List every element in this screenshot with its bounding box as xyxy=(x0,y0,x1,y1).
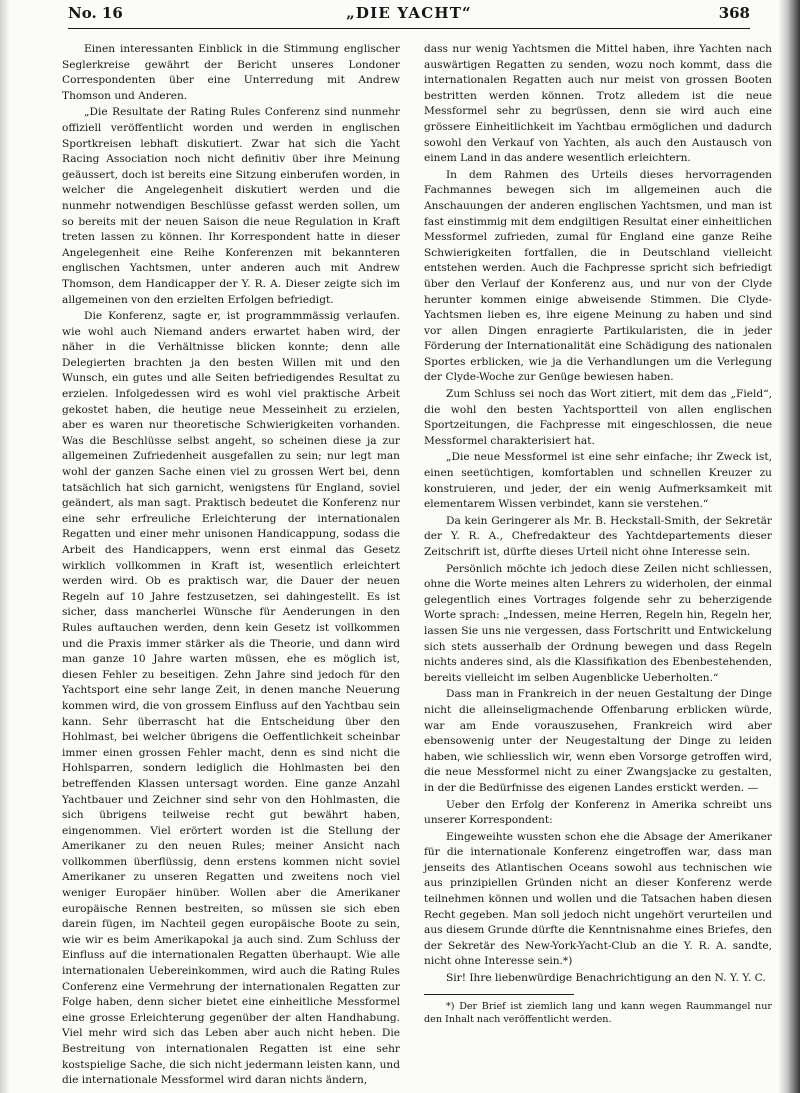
paragraph: In dem Rahmen des Urteils dieses hervorragenden Fachmannes bewegen sich im allgemeinen auch die Anschauungen der anderen englischen Yachtsmen, und man ist fast einstimmig mit dem endgiltigen Resultat einer einheitlichen Messformel zufrieden, zumal für England eine ganze Reihe Schwierigkeiten fortfallen, die in Deutschland vielleicht entstehen werden. Auch die Fachpresse spricht sich befriedigt über den Verlauf der Konferenz aus, und nur von der Clyde herunter kommen einige abweisende Stimmen. Die Clyde-Yachtsmen lieben es, ihre eigene Meinung zu haben und sind vor allen Dingen enragierte Partikularisten, die in jeder Förderung der Internationalität eine Schädigung des nationalen Sportes erblicken, wie ja die Verhandlungen um die Verlegung der Clyde-Woche zur Genüge bewiesen haben. xyxy=(424,168,772,384)
paragraph: Da kein Geringerer als Mr. B. Heckstall-Smith, der Sekretär der Y. R. A., Chefredakteur des Yachtdepartements dieser Zeitschrift ist, dürfte dieses Urteil nicht ohne Interesse sein. xyxy=(424,514,772,558)
paragraph: Zum Schluss sei noch das Wort zitiert, mit dem das „Field“, die wohl den besten Yachtsportteil von allen englischen Sportzeitungen, die Fachpresse mit eingeschlossen, die neue Messformel charakterisiert hat. xyxy=(424,388,772,447)
paragraph: dass nur wenig Yachtsmen die Mittel haben, ihre Yachten nach auswärtigen Regatten zu senden, wozu noch kommt, dass die internationalen Regatten auch nur meist von grossen Booten bestritten werden können. Trotz alledem ist die neue Messformel sehr zu begrüssen, denn sie wird auch eine grössere Einheitlichkeit im Yachtbau ermöglichen und dadurch sowohl den Verkauf von Yachten, als auch den Austausch von einem Land in das andere wesentlich erleichtern. xyxy=(424,43,772,165)
paragraph: Ueber den Erfolg der Konferenz in Amerika schreibt uns unserer Korrespondent: xyxy=(424,798,772,827)
scan-edge-shadow-left xyxy=(0,0,10,1093)
paragraph: Einen interessanten Einblick in die Stimmung englischer Seglerkreise gewährt der Bericht unseres Londoner Correspondenten über eine Unterredung mit Andrew Thomson und Anderen. xyxy=(62,43,400,102)
footnote-divider xyxy=(424,994,574,995)
journal-title: „DIE YACHT“ xyxy=(346,4,472,22)
quote-paragraph: „Die neue Messformel ist eine sehr einfache; ihr Zweck ist, einen seetüchtigen, komfortablen und schnellen Kreuzer zu konstruieren, und jeder, der ein wenig Aufmerksamkeit mit elementarem Wissen verbindet, kann sie verstehen.“ xyxy=(424,451,772,511)
page-number: 368 xyxy=(718,4,750,22)
left-column xyxy=(62,42,400,1089)
paragraph: Die Konferenz, sagte er, ist programmmässig verlaufen. wie wohl auch Niemand anders erwartet haben wird, der näher in die Verhältnisse blicken konnte; denn alle Delegierten brachten ja den besten Willen mit und den Wunsch, ein gutes und alle Seiten befriedigendes Resultat zu erzielen. Infolgedessen wird es wohl viel praktische Arbeit gekostet haben, die heutige neue Messeinheit zu erzielen, aber es waren nur theoretische Schwierigkeiten vorhanden. Was die Beschlüsse selbst angeht, so scheinen diese ja zur allgemeinen Zufriedenheit ausgefallen zu sein; nur legt man wohl der ganzen Sache einen viel zu grossen Wert bei, denn tatsächlich hat sich garnicht, wenigstens für England, soviel geändert, als man sagt. Praktisch bedeutet die Konferenz nur eine sehr erfreuliche Erleichterung der internationalen Regatten und einer mehr unisonen Handicappung, sodass die Arbeit des Handicappers, wenn erst einmal das Gesetz wirklich vollkommen in Kraft ist, wesentlich erleichtert werden wird. Ob es praktisch war, die Dauer der neuen Regeln auf 10 Jahre festzusetzen, sei dahingestellt. Es ist sicher, dass mancherlei Wünsche für Aenderungen in den Rules auftauchen werden, denn kein Gesetz ist vollkommen und die Praxis immer stärker als die Theorie, und dann wird man ganze 10 Jahre warten müssen, ehe es möglich ist, diesen Fehler zu beseitigen. Zehn Jahre sind jedoch für den Yachtsport eine sehr lange Zeit, in denen manche Neuerung kommen wird, die von grossem Einfluss auf den Yachtbau sein kann. Sehr überrascht hat die Entscheidung über den Hohlmast, bei welcher übrigens die Oeffentlichkeit scheinbar immer einen grossen Fehler macht, denn es sind nicht die Hohlsparren, sondern lediglich die Hohlmasten bei den betreffenden Klassen untersagt worden. Eine ganze Anzahl Yachtbauer und Zeichner sind sehr von den Hohlmasten, die sich übrigens teilweise recht gut bewährt haben, eingenommen. Viel erörtert worden ist die Stellung der Amerikaner zu den neuen Rules; meiner Ansicht nach vollkommen überflüssig, denn erstens kommen nicht soviel Amerikaner zu unseren Regatten und zweitens noch viel weniger Europäer hinüber. Wollen aber die Amerikaner europäische Rennen bestreiten, so müssen sie sich eben darein fügen, im Nachteil gegen europäische Boote zu sein, wie wir es beim Amerikapokal ja auch sind. Zum Schluss der Einfluss auf die internationalen Regatten überhaupt. Wie alle internationalen Uebereinkommen, wird auch die Rating Rules Conferenz eine Vermehrung der internationalen Regatten zur Folge haben, denn sicher bietet eine einheitliche Messformel eine grosse Erleichterung gegenüber der alten Handhabung. Viel mehr wird sich das Leben aber auch nicht heben. Die Bestreitung von internationalen Regatten ist eine sehr kostspielige Sache, die sich nicht jedermann leisten kann, und die internationale Messformel wird daran nichts ändern, xyxy=(62,310,400,1087)
paragraph: „Die Resultate der Rating Rules Conferenz sind nunmehr offiziell veröffentlicht worden und werden in englischen Sportkreisen lebhaft diskutiert. Zwar hat sich die Yacht Racing Association noch nicht definitiv über ihre Meinung geäussert, doch ist bereits eine Sitzung einberufen worden, in welcher die Angelegenheit diskutiert werden und die nunmehr notwendigen Beschlüsse gefasst werden sollen, um so bereits mit der neuen Saison die neue Regulation in Kraft treten lassen zu können. Ihr Korrespondent hatte in dieser Angelegenheit eine Reihe Konferenzen mit bekannteren englischen Yachtsmen, unter anderen auch mit Andrew Thomson, dem Handicapper der Y. R. A. Dieser zeigte sich im allgemeinen von den erzielten Erfolgen befriedigt. xyxy=(62,106,400,306)
letter-salutation: Sir! Ihre liebenwürdige Benachrichtigung an den N. Y. Y. C. xyxy=(446,972,766,985)
footnote: *) Der Brief ist ziemlich lang und kann wegen Raummangel nur den Inhalt nach veröffentlicht werden. xyxy=(424,1000,772,1026)
paragraph: Persönlich möchte ich jedoch diese Zeilen nicht schliessen, ohne die Worte meines alten Lehrers zu widerholen, der einmal gelegentlich eines Vortrages folgende sehr zu beherzigende Worte sprach: „Indessen, meine Herren, Regeln hin, Regeln her, lassen Sie uns nie vergessen, dass Fortschritt und Entwickelung sich stets ausserhalb der Ordnung bewegen und dass Regeln nichts anderes sind, als die Klassifikation des Ebenbestehenden, bereits vielleicht im selben Augenblicke Ueberholten.“ xyxy=(424,562,772,684)
paragraph: Eingeweihte wussten schon ehe die Absage der Amerikaner für die internationale Konferenz eingetroffen war, dass man jenseits des Atlantischen Oceans sowohl aus technischen wie aus prinzipiellen Gründen nicht an dieser Konferenz werde teilnehmen können und wollen und die Tatsachen haben diesen Recht gegeben. Man soll jedoch nicht ungehört verurteilen und aus diesem Grunde dürfte die Kenntnisnahme eines Briefes, den der Sekretär des New-York-Yacht-Club an die Y. R. A. sandte, nicht ohne Interesse sein.*) xyxy=(424,830,772,968)
scan-edge-shadow-right xyxy=(778,0,800,1093)
page-header xyxy=(68,4,750,29)
issue-number: No. 16 xyxy=(68,4,123,22)
right-column xyxy=(424,42,772,1027)
paragraph: Dass man in Frankreich in der neuen Gestaltung der Dinge nicht die alleinseligmachende Offenbarung erblicken würde, war am Ende vorauszusehen, Frankreich wird aber ebensowenig unter der Neugestaltung der Dinge zu leiden haben, wie schliesslich wir, wenn eben Vorsorge getroffen wird, die neue Messformel nicht zu einer Zwangsjacke zu gestalten, in der die Bedürfnisse des eigenen Landes erstickt werden. — xyxy=(424,688,772,794)
